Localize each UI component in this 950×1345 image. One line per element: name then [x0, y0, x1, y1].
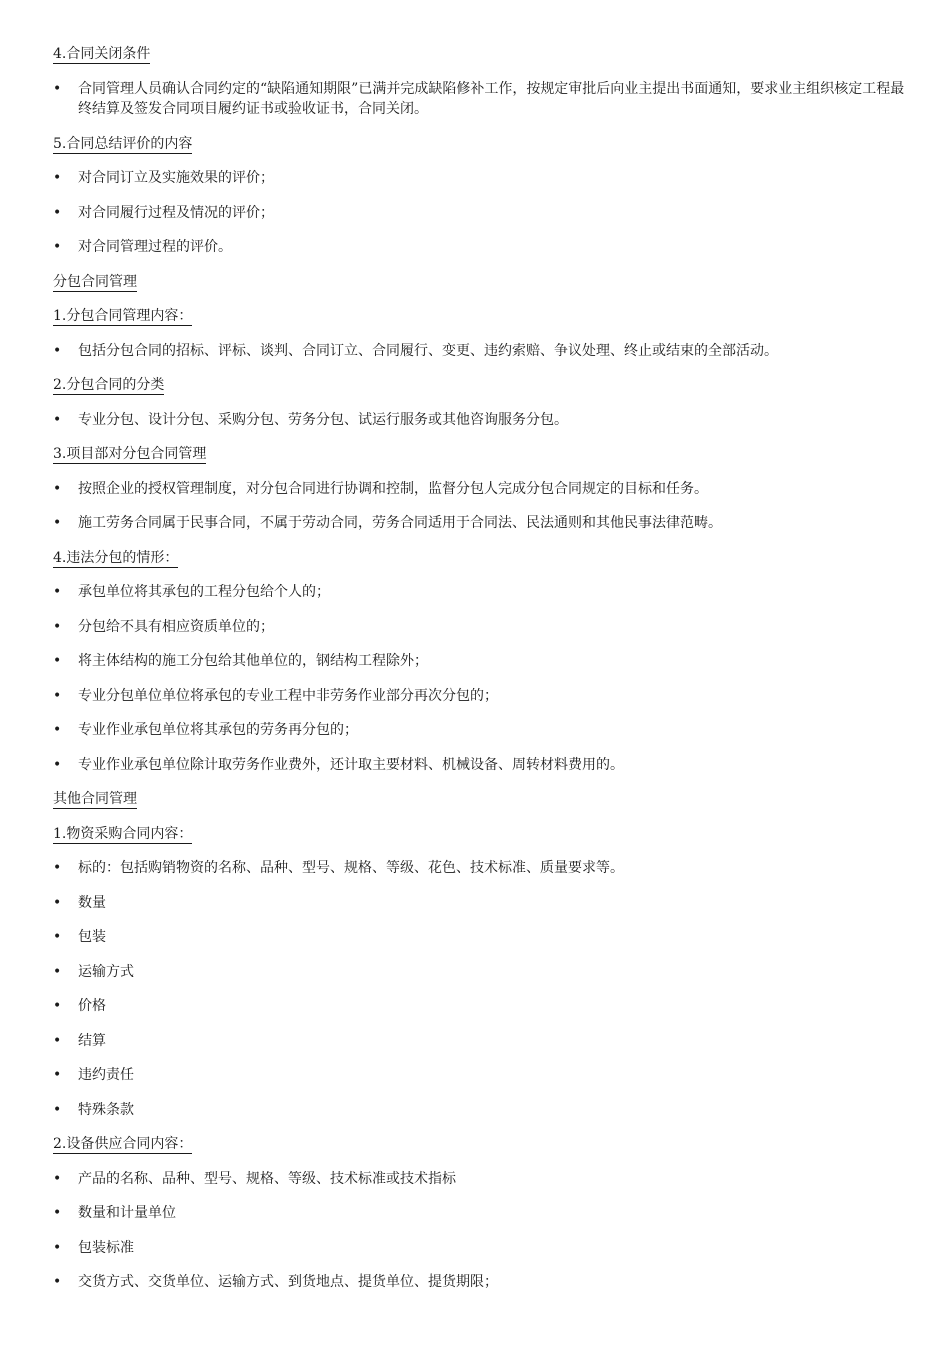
bullet-icon: • — [53, 860, 62, 876]
list-item — [53, 720, 358, 740]
sub2-heading: 2.分包合同的分类 — [53, 377, 165, 393]
list-item — [53, 203, 274, 223]
list-item — [53, 962, 134, 982]
bullet-icon: • — [53, 1274, 62, 1290]
list-item-text: 按照企业的授权管理制度，对分包合同进行协调和控制，监督分包人完成分包合同规定的目标和任务。 — [78, 481, 708, 497]
list-item-text: 特殊条款 — [78, 1102, 134, 1118]
bullet-icon: • — [53, 964, 62, 980]
bullet-icon: • — [53, 584, 62, 600]
list-item — [53, 410, 568, 430]
list-item — [53, 651, 428, 671]
list-item-text: 专业分包、设计分包、采购分包、劳务分包、试运行服务或其他咨询服务分包。 — [78, 412, 568, 428]
list-item-text: 价格 — [78, 998, 106, 1014]
list-item — [53, 79, 918, 119]
list-item — [53, 479, 708, 499]
other1-heading: 1.物资采购合同内容： — [53, 826, 193, 842]
list-item-text: 施工劳务合同属于民事合同，不属于劳动合同，劳务合同适用于合同法、民法通则和其他民事法律范畴。 — [78, 515, 722, 531]
list-item-text: 违约责任 — [78, 1067, 134, 1083]
list-item-text: 包装 — [78, 929, 106, 945]
subcontract-heading: 分包合同管理 — [53, 274, 137, 290]
bullet-icon: • — [53, 1171, 62, 1187]
list-item-text: 对合同履行过程及情况的评价； — [78, 205, 274, 221]
list-item-text: 包括分包合同的招标、评标、谈判、合同订立、合同履行、变更、违约索赔、争议处理、终止或结束的全部活动。 — [78, 343, 778, 359]
list-item-text: 对合同管理过程的评价。 — [78, 239, 232, 255]
list-item — [53, 617, 274, 637]
list-item — [53, 996, 106, 1016]
list-item-text: 承包单位将其承包的工程分包给个人的； — [78, 584, 330, 600]
bullet-icon: • — [53, 1033, 62, 1049]
list-item — [53, 1065, 134, 1085]
list-item — [53, 927, 106, 947]
list-item — [53, 1031, 106, 1051]
list-item — [53, 582, 330, 602]
bullet-icon: • — [53, 1205, 62, 1221]
list-item-text: 专业作业承包单位将其承包的劳务再分包的； — [78, 722, 358, 738]
bullet-icon: • — [53, 619, 62, 635]
bullet-icon: • — [53, 515, 62, 531]
sub3-heading: 3.项目部对分包合同管理 — [53, 446, 207, 462]
list-item-text: 专业分包单位单位将承包的专业工程中非劳务作业部分再次分包的； — [78, 688, 498, 704]
list-item-text: 数量 — [78, 895, 106, 911]
bullet-icon: • — [53, 205, 62, 221]
bullet-icon: • — [53, 170, 62, 186]
list-item — [53, 755, 624, 775]
list-item — [53, 1169, 456, 1189]
section5-heading: 5.合同总结评价的内容 — [53, 136, 193, 152]
list-item-text: 分包给不具有相应资质单位的； — [78, 619, 274, 635]
bullet-icon: • — [53, 1240, 62, 1256]
list-item-text: 对合同订立及实施效果的评价； — [78, 170, 274, 186]
list-item-text: 专业作业承包单位除计取劳务作业费外，还计取主要材料、机械设备、周转材料费用的。 — [78, 757, 624, 773]
list-item — [53, 341, 778, 361]
bullet-icon: • — [53, 239, 62, 255]
list-item-text: 包装标准 — [78, 1240, 134, 1256]
bullet-icon: • — [53, 412, 62, 428]
list-item-text: 产品的名称、品种、型号、规格、等级、技术标准或技术指标 — [78, 1171, 456, 1187]
bullet-icon: • — [53, 1067, 62, 1083]
bullet-icon: • — [53, 929, 62, 945]
list-item-text: 合同管理人员确认合同约定的“缺陷通知期限”已满并完成缺陷修补工作，按规定审批后向业主提出书面通知，要求业主组织核定工程最终结算及签发合同项目履约证书或验收证书，合同关闭。 — [78, 81, 905, 117]
bullet-icon: • — [53, 998, 62, 1014]
bullet-icon: • — [53, 653, 62, 669]
list-item-text: 数量和计量单位 — [78, 1205, 176, 1221]
list-item — [53, 168, 274, 188]
list-item-text: 交货方式、交货单位、运输方式、到货地点、提货单位、提货期限； — [78, 1274, 498, 1290]
list-item — [53, 1203, 176, 1223]
list-item-text: 结算 — [78, 1033, 106, 1049]
sub1-heading: 1.分包合同管理内容： — [53, 308, 193, 324]
bullet-icon: • — [53, 895, 62, 911]
list-item-text: 运输方式 — [78, 964, 134, 980]
bullet-icon: • — [53, 343, 62, 359]
list-item — [53, 1100, 134, 1120]
list-item-text: 将主体结构的施工分包给其他单位的，钢结构工程除外； — [78, 653, 428, 669]
list-item-text: 标的：包括购销物资的名称、品种、型号、规格、等级、花色、技术标准、质量要求等。 — [78, 860, 624, 876]
bullet-icon: • — [53, 722, 62, 738]
bullet-icon: • — [53, 81, 62, 97]
list-item — [53, 237, 232, 257]
other-contract-heading: 其他合同管理 — [53, 791, 137, 807]
section4-heading: 4.合同关闭条件 — [53, 46, 151, 62]
list-item — [53, 1272, 498, 1292]
bullet-icon: • — [53, 757, 62, 773]
bullet-icon: • — [53, 481, 62, 497]
sub4-heading: 4.违法分包的情形： — [53, 550, 179, 566]
list-item — [53, 686, 498, 706]
list-item — [53, 513, 722, 533]
list-item — [53, 858, 624, 878]
other2-heading: 2.设备供应合同内容： — [53, 1136, 193, 1152]
list-item — [53, 893, 106, 913]
bullet-icon: • — [53, 1102, 62, 1118]
list-item — [53, 1238, 134, 1258]
bullet-icon: • — [53, 688, 62, 704]
